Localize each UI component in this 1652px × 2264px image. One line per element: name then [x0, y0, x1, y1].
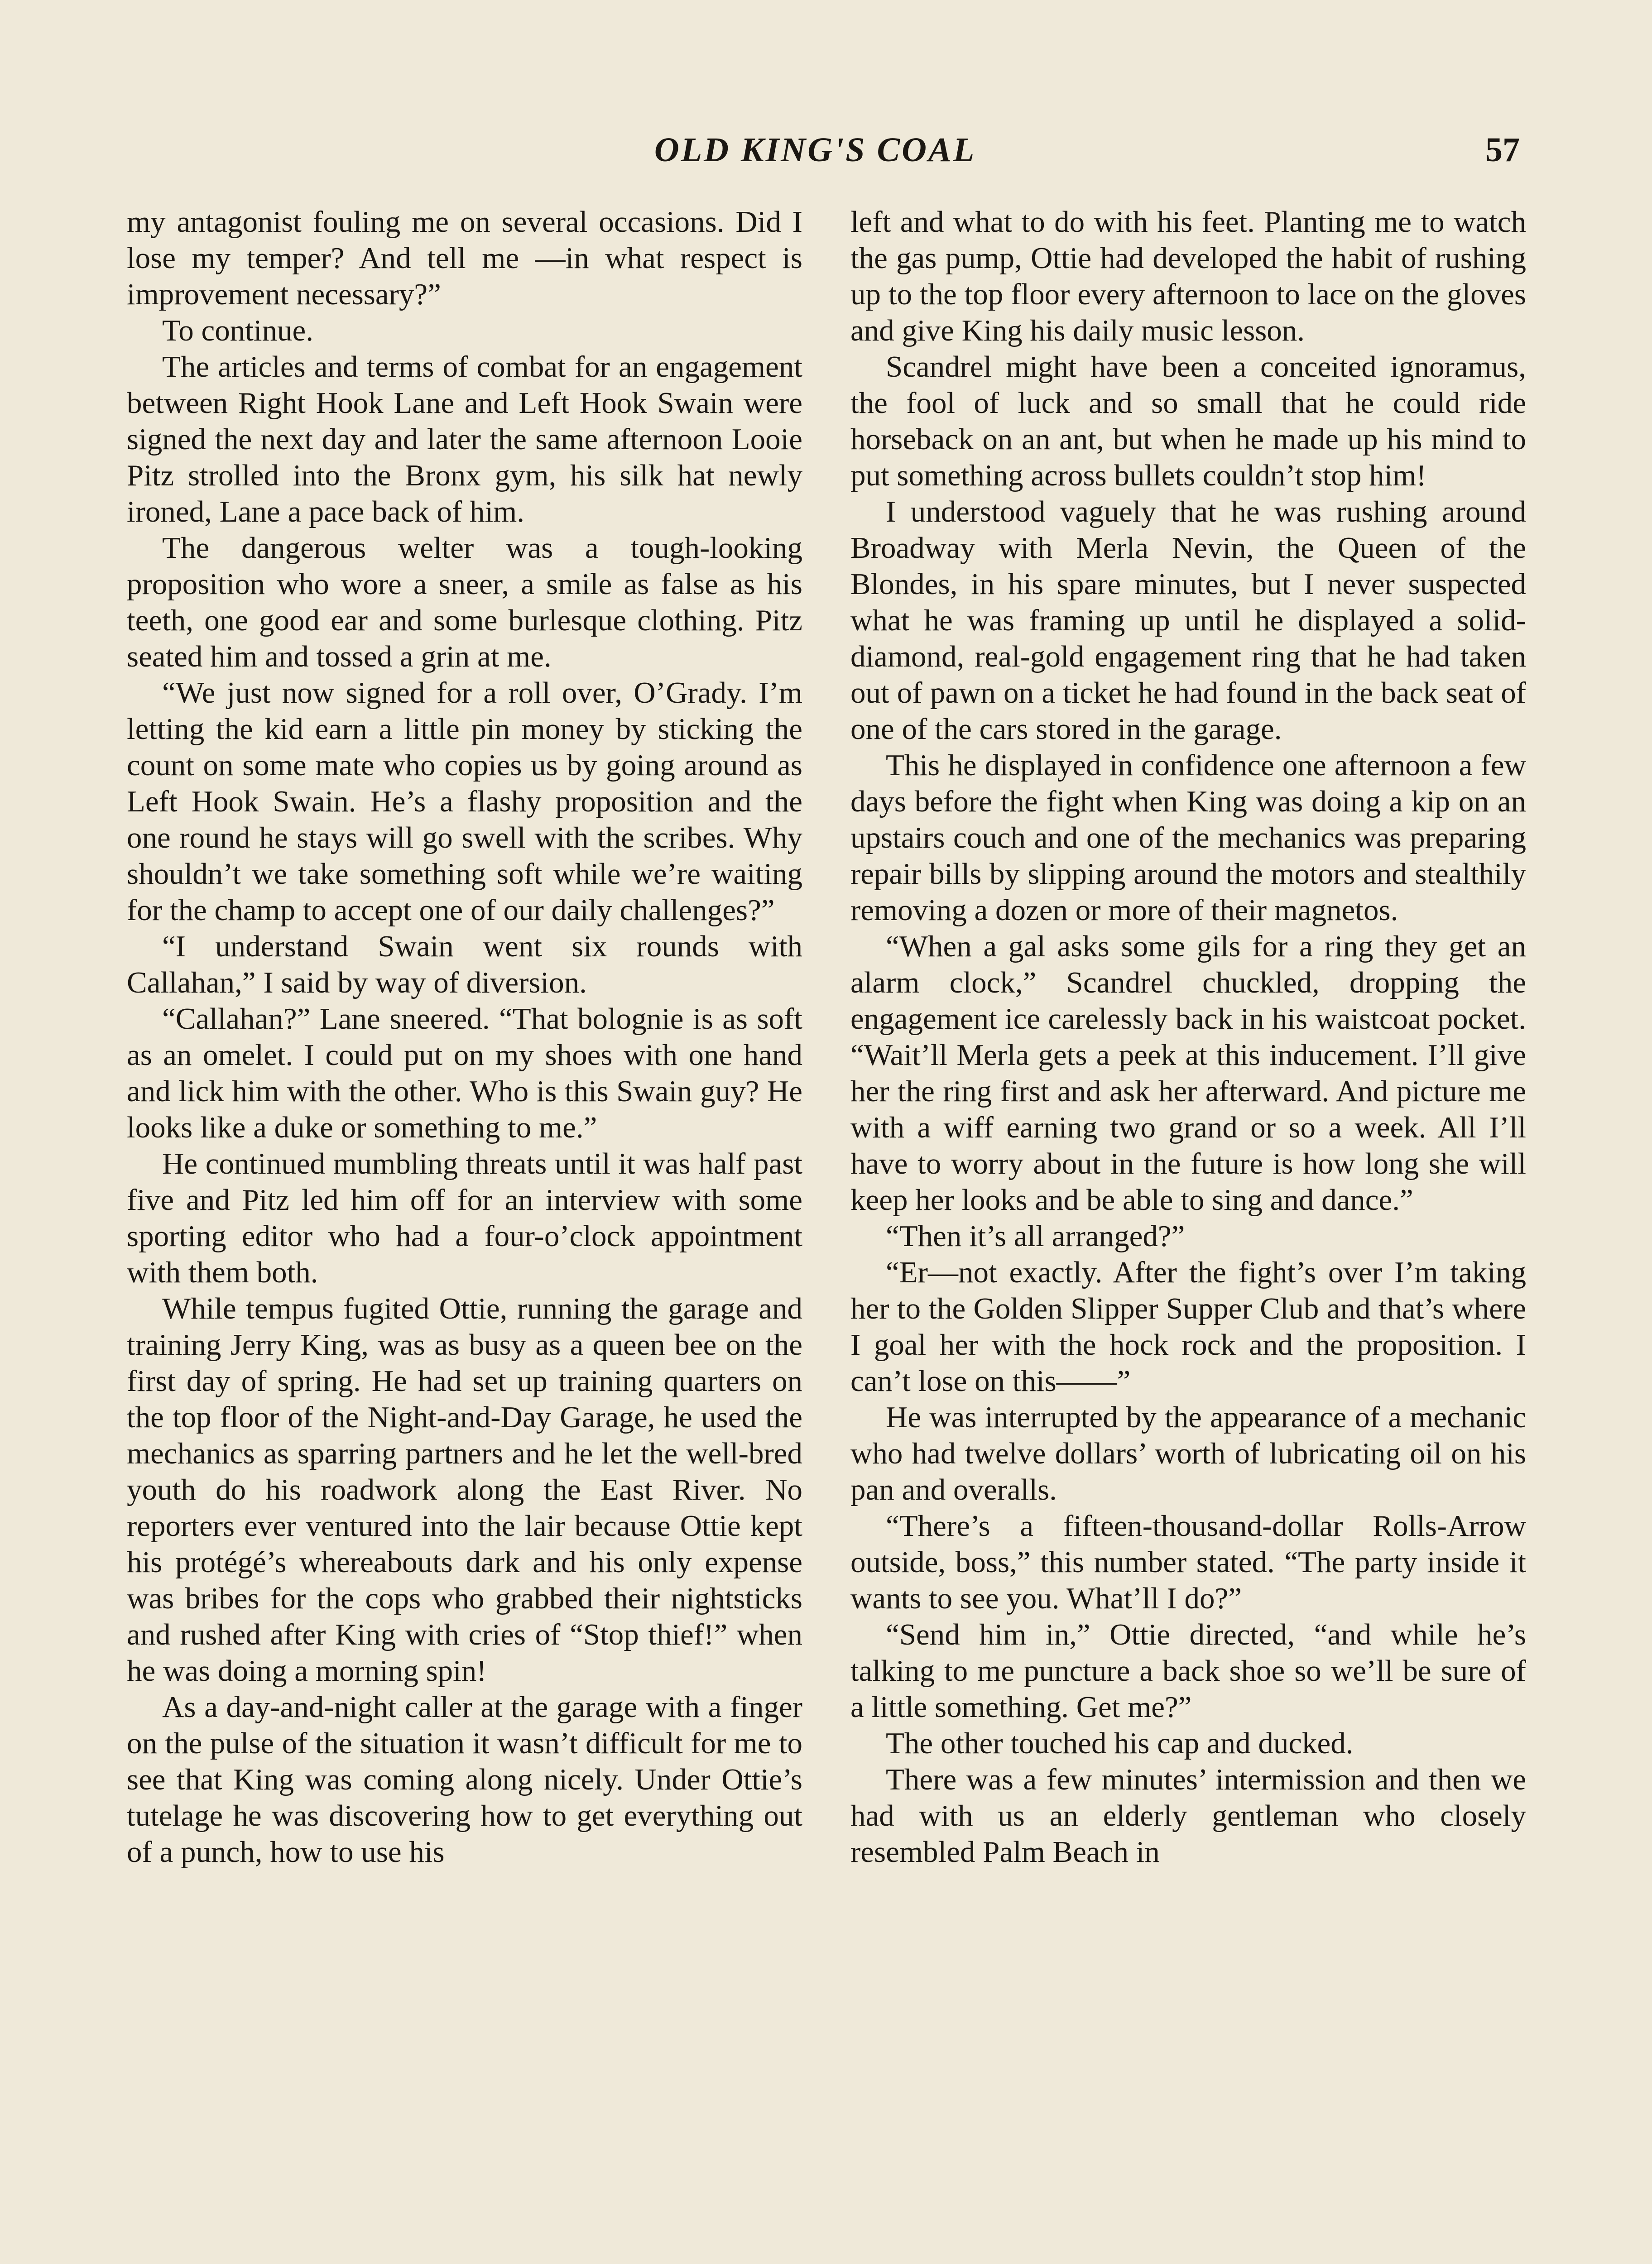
paragraph: This he displayed in confidence one afternoon a few days before the fight when King was doing a kip on an upstairs couch and one of the mechanics was preparing repair bills by slipping around the motors and stealthily removing a dozen or more of their magnetos.: [850, 748, 1526, 927]
paragraph: “I understand Swain went six rounds with Callahan,” I said by way of diversion.: [127, 930, 802, 999]
paragraph: The dangerous welter was a tough-looking proposition who wore a sneer, a smile as false as his teeth, one good ear and some burlesque clothing. Pitz seated him and tossed a grin at me.: [127, 531, 802, 673]
paragraph: I understood vaguely that he was rushing around Broadway with Merla Nevin, the Queen of the Blondes, in his spare minutes, but I never suspected what he was framing up until he displayed a solid-diamond, real-gold engagement ring that he had taken out of pawn on a ticket he had found in the back seat of one of the cars stored in the garage.: [850, 495, 1526, 746]
paragraph: “Send him in,” Ottie directed, “and while he’s talking to me puncture a back shoe so we’ll be sure of a little something. Get me?”: [850, 1618, 1526, 1724]
paragraph: “When a gal asks some gils for a ring they get an alarm clock,” Scandrel chuckled, dropping the engagement ice carelessly back in his waistcoat pocket. “Wait’ll Merla gets a peek at this inducement. I’ll give her the ring first and ask her afterward. And picture me with a wiff earning two grand or so a week. All I’ll have to worry about in the future is how long she will keep her looks and be able to sing and dance.”: [850, 930, 1526, 1217]
paragraph: While tempus fugited Ottie, running the garage and training Jerry King, was as busy as a queen bee on the first day of spring. He had set up training quarters on the top floor of the Night-and-Day Garage, he used the mechanics as sparring partners and he let the well-bred youth do his roadwork along the East River. No reporters ever ventured into the lair because Ottie kept his protégé’s whereabouts dark and his only expense was bribes for the cops who grabbed their nightsticks and rushed after King with cries of “Stop thief!” when he was doing a morning spin!: [127, 1292, 802, 1688]
left-text-column: [127, 204, 802, 1870]
paragraph: Scandrel might have been a conceited ignoramus, the fool of luck and so small that he could ride horseback on an ant, but when he made up his mind to put something across bullets couldn’t stop him!: [850, 350, 1526, 492]
page-header: [0, 121, 1652, 180]
paragraph: “Callahan?” Lane sneered. “That bolognie is as soft as an omelet. I could put on my shoes with one hand and lick him with the other. Who is this Swain guy? He looks like a duke or something to me.”: [127, 1002, 802, 1144]
paragraph: To continue.: [162, 314, 313, 347]
page-number: 57: [1485, 131, 1520, 169]
paragraph: He continued mumbling threats until it was half past five and Pitz led him off for an interview with some sporting editor who had a four-o’clock appointment with them both.: [127, 1147, 802, 1289]
paragraph: The other touched his cap and ducked.: [886, 1727, 1354, 1760]
paragraph: “Er—not exactly. After the fight’s over I’m taking her to the Golden Slipper Supper Club and that’s where I goal her with the hock rock and the proposition. I can’t lose on this——”: [850, 1256, 1526, 1398]
paragraph: my antagonist fouling me on several occasions. Did I lose my temper? And tell me —in what respect is improvement necessary?”: [127, 205, 802, 311]
running-title: OLD KING'S COAL: [654, 131, 976, 169]
right-text-column: [850, 204, 1526, 1870]
paragraph: left and what to do with his feet. Planting me to watch the gas pump, Ottie had developed the habit of rushing up to the top floor every afternoon to lace on the gloves and give King his daily music lesson.: [850, 205, 1526, 347]
paragraph: As a day-and-night caller at the garage with a finger on the pulse of the situation it wasn’t difficult for me to see that King was coming along nicely. Under Ottie’s tutelage he was discovering how to get everything out of a punch, how to use his: [127, 1690, 802, 1869]
paragraph: He was interrupted by the appearance of a mechanic who had twelve dollars’ worth of lubricating oil on his pan and overalls.: [850, 1401, 1526, 1506]
paragraph: The articles and terms of combat for an engagement between Right Hook Lane and Left Hook Swain were signed the next day and later the same afternoon Looie Pitz strolled into the Bronx gym, his silk hat newly ironed, Lane a pace back of him.: [127, 350, 802, 528]
paragraph: There was a few minutes’ intermission and then we had with us an elderly gentleman who closely resembled Palm Beach in: [850, 1763, 1526, 1869]
paragraph: “Then it’s all arranged?”: [886, 1219, 1185, 1253]
paragraph: “We just now signed for a roll over, O’Grady. I’m letting the kid earn a little pin money by sticking the count on some mate who copies us by going around as Left Hook Swain. He’s a flashy proposition and the one round he stays will go swell with the scribes. Why shouldn’t we take something soft while we’re waiting for the champ to accept one of our daily challenges?”: [127, 676, 802, 927]
paragraph: “There’s a fifteen-thousand-dollar Rolls-Arrow outside, boss,” this number stated. “The party inside it wants to see you. What’ll I do?”: [850, 1509, 1526, 1615]
